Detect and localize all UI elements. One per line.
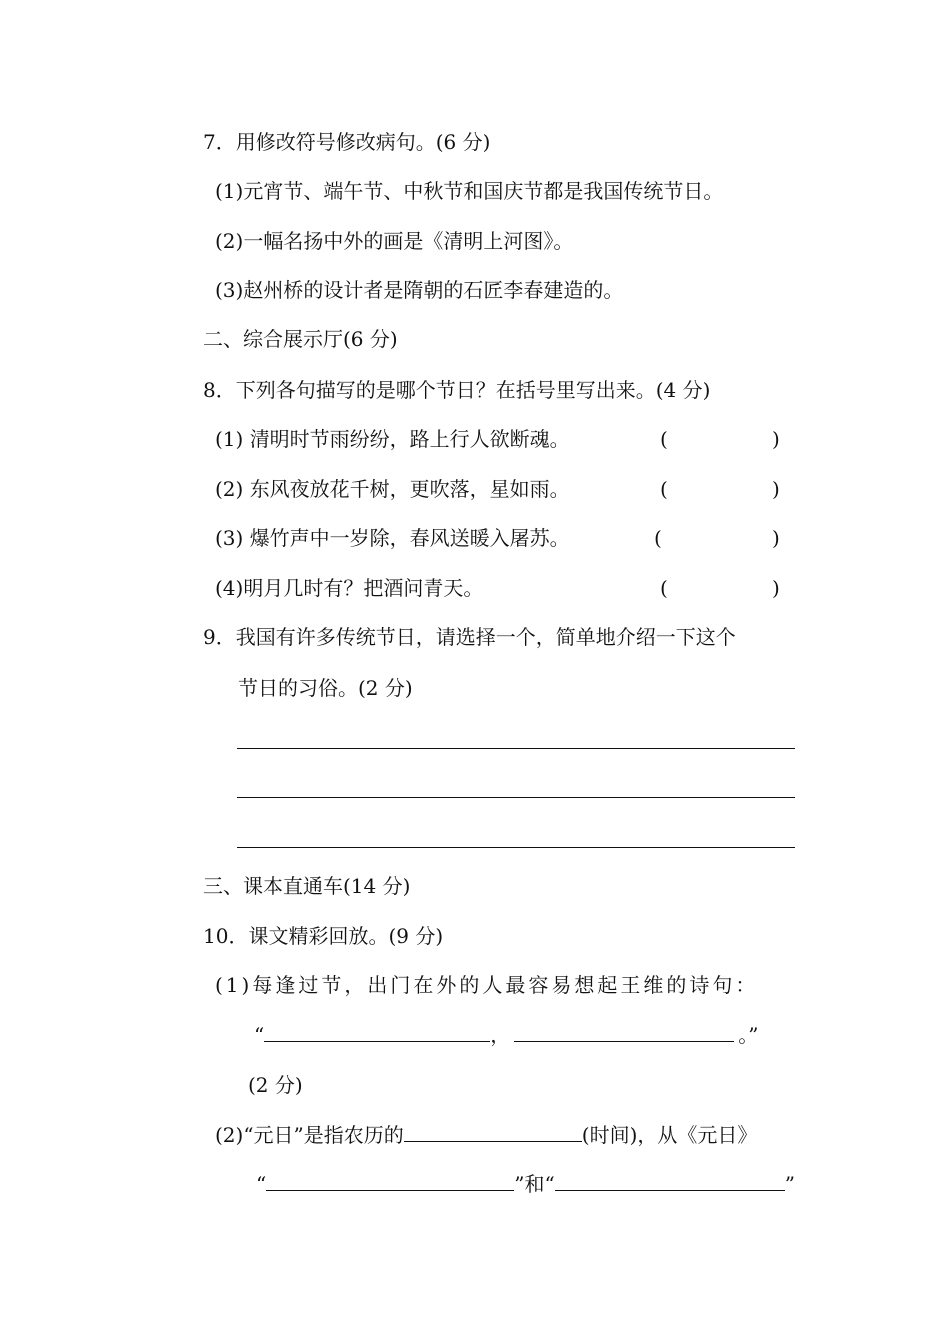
q8-item-3: (3) 爆竹声中一岁除，春风送暖入屠苏。 [215, 526, 570, 550]
q7-title: 7．用修改符号修改病句。(6 分) [203, 130, 491, 154]
q10-item-1-comma: ， [490, 1023, 511, 1047]
q8-item-2-open-paren: ( [660, 477, 668, 501]
q9-answer-line-2[interactable] [237, 797, 795, 798]
q10-item-2-close-quote: ” [784, 1172, 795, 1196]
q9-answer-line-3[interactable] [237, 847, 795, 848]
q8-item-2: (2) 东风夜放花千树，更吹落，星如雨。 [215, 477, 570, 501]
q10-item-2-line-2 [256, 1170, 795, 1198]
q8-item-3-open-paren: ( [654, 526, 662, 550]
q10-item-1-close: 。” [738, 1023, 759, 1047]
q8-item-4: (4)明月几时有？把酒问青天。 [215, 576, 484, 600]
section-2-heading: 二、综合展示厅(6 分) [203, 327, 398, 351]
q10-item-2-blank-time[interactable] [404, 1121, 582, 1142]
q8-item-3-close-paren: ) [772, 526, 780, 550]
q8-item-4-close-paren: ) [772, 576, 780, 600]
q9-answer-line-1[interactable] [237, 748, 795, 749]
q10-item-1-open-quote: “ [254, 1023, 265, 1047]
q8-item-1-close-paren: ) [772, 427, 780, 451]
q10-item-1-blank-1[interactable] [264, 1021, 490, 1042]
q10-item-1-blank-2[interactable] [514, 1021, 734, 1042]
q9-title-line-1: 9．我国有许多传统节日，请选择一个，简单地介绍一下这个 [203, 625, 736, 649]
q10-item-2-blank-2[interactable] [555, 1170, 785, 1191]
q9-title-line-2: 节日的习俗。(2 分) [238, 676, 413, 700]
q7-item-3: (3)赵州桥的设计者是隋朝的石匠李春建造的。 [215, 278, 624, 302]
q8-item-4-open-paren: ( [660, 576, 668, 600]
q8-item-2-close-paren: ) [772, 477, 780, 501]
q10-item-2-middle: ”和“ [514, 1172, 555, 1196]
q7-item-1: (1)元宵节、端午节、中秋节和国庆节都是我国传统节日。 [215, 179, 724, 203]
q10-title: 10．课文精彩回放。(9 分) [203, 924, 444, 948]
q10-item-1-fill-line [254, 1021, 758, 1049]
q8-item-1: (1) 清明时节雨纷纷，路上行人欲断魂。 [215, 427, 570, 451]
q10-item-2-line-1 [215, 1121, 757, 1149]
q10-item-2-blank-1[interactable] [266, 1170, 514, 1191]
q10-item-2-open-quote: “ [256, 1172, 267, 1196]
q10-item-2-part-2: (时间)，从《元日》 [581, 1123, 758, 1147]
q10-item-1-score: (2 分) [248, 1073, 303, 1097]
q8-item-1-open-paren: ( [660, 427, 668, 451]
q10-item-2-part-1: (2)“元日”是指农历的 [215, 1123, 404, 1147]
q7-item-2: (2)一幅名扬中外的画是《清明上河图》。 [215, 229, 574, 253]
section-3-heading: 三、课本直通车(14 分) [203, 874, 411, 898]
q8-title: 8．下列各句描写的是哪个节日？在括号里写出来。(4 分) [203, 378, 711, 402]
q10-item-1-line-1: (1)每逢过节，出门在外的人最容易想起王维的诗句： [215, 973, 759, 997]
